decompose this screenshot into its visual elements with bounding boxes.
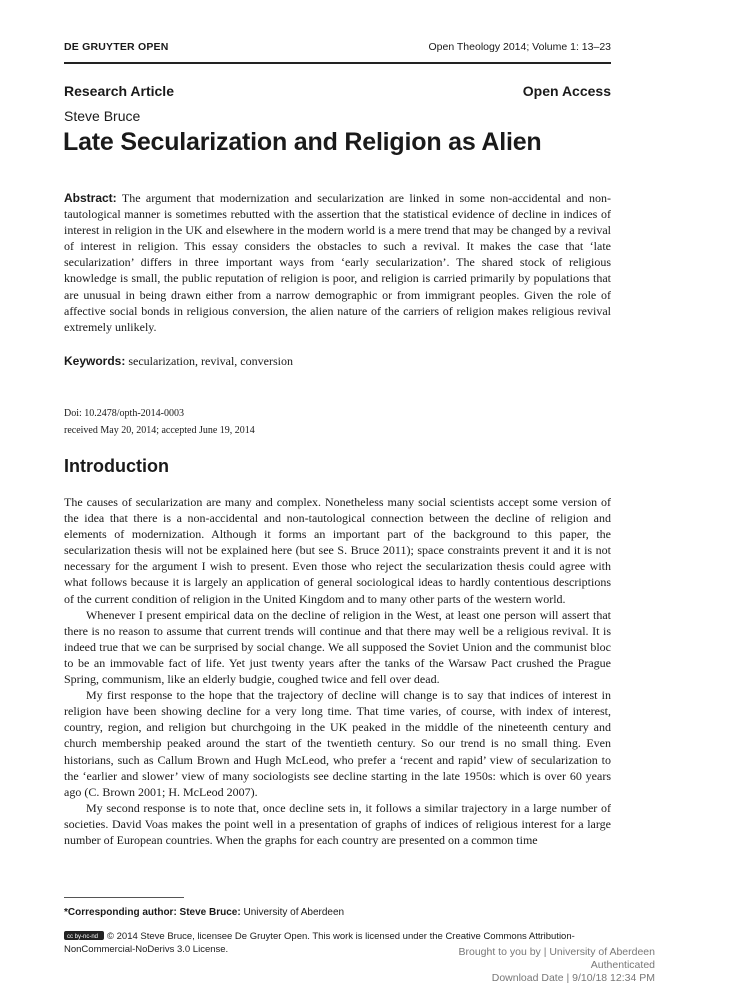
abstract-text: The argument that modernization and secularization are linked in some non-accidental and non-tautological manner is sometimes rebutted with the assertion that the statistical evidence of decline in indices of interest in religion in the UK and elsewhere in the modern world is a mere trend that may be changed by a revival of interest in religion. This essay considers the obstacles to such a revival. It makes the case that ‘late secularization’ differs in three important ways from ‘early secularization’. The shared stock of religious knowledge is small, the public reputation of religion is poor, and religion is carried primarily by populations that are unusual in being drawn either from a narrow demographic or from immigrant peoples. Given the role of affective social bonds in religious conversion, the alien nature of the carriers of religion makes religious revival extremely unlikely.	[64, 191, 611, 334]
corresponding-author-label: *Corresponding author: Steve Bruce:	[64, 907, 241, 918]
keywords-label: Keywords:	[64, 354, 126, 368]
paragraph: The causes of secularization are many and complex. Nonetheless many social scientists accept some version of the idea that there is a non-accidental and non-tautological connection between the decline of religion and elements of modernization. Although it forms an important part of the background to this paper, the secularization thesis will not be explained here (but see S. Bruce 2011); space constraints prevent it and it is not necessary for the argument I wish to present. Even those who reject the secularization thesis could agree with what follows because it is largely an application of general sociological ideas to hardly contentious descriptions of the current condition of religion in the United Kingdom and to many other parts of the western world.	[64, 495, 611, 606]
introduction-body	[64, 494, 611, 848]
corresponding-author	[64, 907, 344, 918]
download-stamp	[458, 946, 655, 985]
open-access-label: Open Access	[522, 83, 611, 99]
download-brought-by: Brought to you by | University of Aberdeen	[458, 946, 655, 958]
publisher-name: DE GRUYTER OPEN	[64, 41, 169, 53]
download-authenticated: Authenticated	[590, 959, 655, 971]
license-text: © 2014 Steve Bruce, licensee De Gruyter Open. This work is licensed under the Creative Commons Attribution-NonCommercial-NoDerivs 3.0 License.	[64, 931, 575, 955]
paragraph: My first response to the hope that the trajectory of decline will change is to say that indices of interest in religion have been showing decline for a very long time. That time varies, of course, with index of interest, country, region, and religion but churchgoing in the UK peaked in the middle of the nineteenth century and church membership peaked around the start of the twentieth century. So our trend is no small thing. Even historians, such as Callum Brown and Hugh McLeod, who prefer a ‘recent and rapid’ view of secularization to the ‘earlier and slower’ view of many sociologists see decline starting in the late 1950s: which is over 60 years ago (C. Brown 2001; H. McLeod 2007).	[64, 688, 611, 799]
author-name: Steve Bruce	[64, 108, 141, 124]
corresponding-author-affiliation: University of Aberdeen	[243, 907, 345, 918]
download-date: Download Date | 9/10/18 12:34 PM	[491, 972, 655, 984]
paragraph: My second response is to note that, once decline sets in, it follows a similar trajectory in a large number of societies. David Voas makes the point well in a presentation of graphs of indices of religious interest for a large number of European countries. When the graphs for each country are presented on a common time	[64, 800, 611, 847]
article-meta	[64, 405, 255, 439]
article-type: Research Article	[64, 83, 174, 99]
paragraph: Whenever I present empirical data on the decline of religion in the West, at least one person will assert that there is no reason to assume that current trends will continue and that there may well be a religious revival. It is indeed true that we can be surprised by social change. We all supposed the Soviet Union and the communist bloc to be an immovable fact of life. Yet just twenty years after the tanks of the Warsaw Pact crushed the Prague Spring, communism, like an elderly budgie, coughed twice and fell over dead.	[64, 607, 611, 687]
keywords-text: secularization, revival, conversion	[128, 354, 293, 368]
abstract	[64, 190, 611, 335]
doi: Doi: 10.2478/opth-2014-0003	[64, 408, 184, 419]
journal-citation: Open Theology 2014; Volume 1: 13–23	[428, 41, 611, 53]
footnote-divider	[64, 897, 184, 898]
page-header	[64, 40, 611, 64]
received-accepted-dates: received May 20, 2014; accepted June 19, 2014	[64, 425, 255, 436]
section-heading-introduction: Introduction	[64, 456, 169, 476]
keywords	[64, 354, 293, 369]
abstract-label: Abstract:	[64, 191, 117, 205]
article-title: Late Secularization and Religion as Alien	[63, 128, 542, 156]
cc-license-icon	[64, 931, 104, 940]
